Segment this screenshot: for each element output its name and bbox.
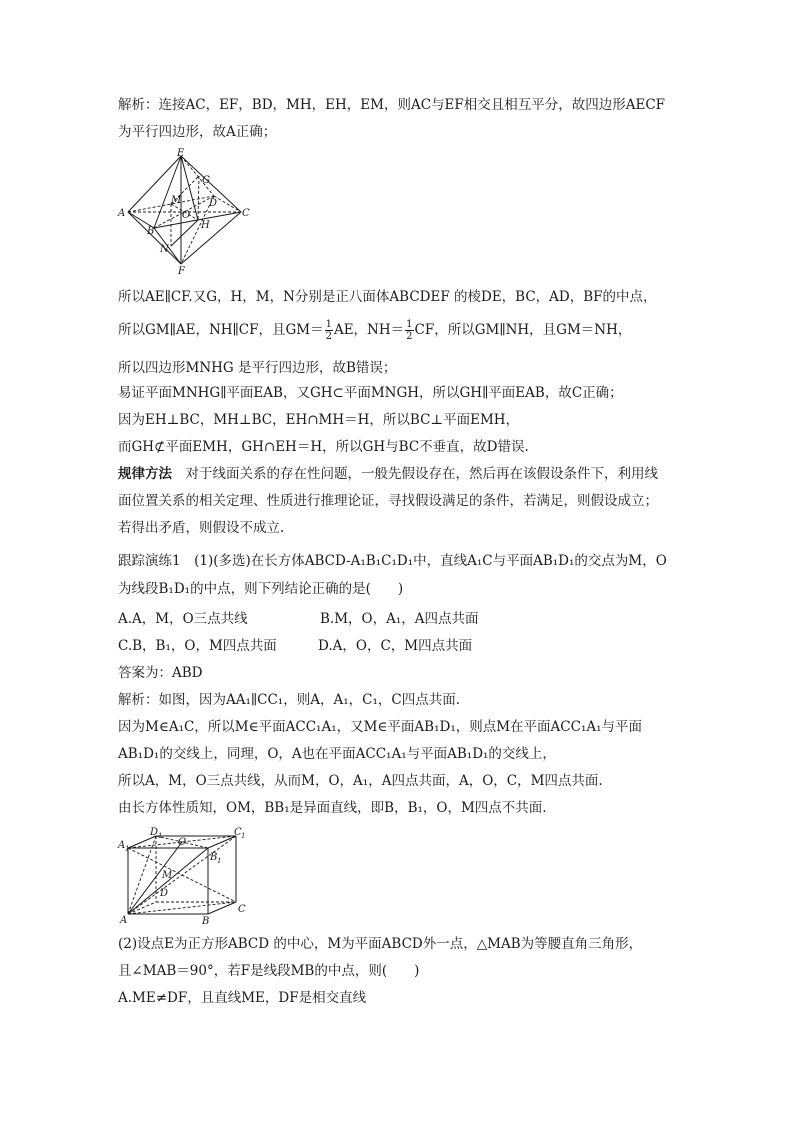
answer-line: 答案为：ABD [118,665,203,681]
subscript: 1 [241,832,246,840]
text-line: 所以四边形MNHG 是平行四边形，故B错误； [118,360,397,376]
question-line: 且∠MAB＝90°，若F是线段MB的中点，则( ) [118,963,420,979]
text-line: 所以GM∥AE，NH∥CF，且GM＝ $\frac{1}{2}$ AE，NH＝ $\frac{1}{2}$ CF，所以GM∥NH，且GM＝NH， [118,319,632,342]
vertex-label: D [150,827,159,838]
text-line: AB₁D₁的交线上，同理，O，A也在平面ACC₁A₁与平面AB₁D₁的交线上， [118,746,556,762]
vertex-label: D [160,888,169,899]
option-a: A.ME≠DF，且直线ME，DF是相交直线 [118,990,367,1006]
option-b: B.M，O，A₁，A四点共面 [320,611,479,627]
subscript: 1 [158,832,163,840]
vertex-label: B [210,852,218,863]
vertex-label: A [118,208,126,219]
method-line: 规律方法 对于线面关系的存在性问题，一般先假设存在，然后再在该假设条件下，利用线 [118,466,658,482]
text-line: 易证平面MNHG∥平面EAB，又GH⊂平面MNGH，所以GH∥平面EAB，故C正确； [118,385,623,401]
vertex-label: G [202,175,210,186]
text-line: 解析：如图，因为AA₁∥CC₁，则A，A₁，C₁，C四点共面. [118,692,460,708]
cuboid-figure [116,826,256,926]
option-a: A.A，M，O三点共线 [118,611,248,627]
vertex-label: D [209,198,218,209]
question-line: 跟踪演练1 (1)(多选)在长方体ABCD-A₁B₁C₁D₁中，直线A₁C与平面AB₁D₁的交点为M，O [118,553,667,569]
text-line: 而GH⊄平面EMH，GH∩EH＝H，所以GH与BC不垂直，故D错误. [118,439,529,455]
vertex-label: B [202,916,210,926]
text-line: 所以A，M，O三点共线，从而M，O，A₁，A四点共面，A，O，C，M四点共面. [118,773,603,789]
octahedron-figure [116,146,256,276]
vertex-label: C [242,208,250,219]
vertex-label: C [238,904,246,915]
fraction: $\frac{1}{2}$ [406,319,413,342]
subscript: 1 [125,845,130,853]
vertex-label: H [201,220,210,231]
subscript: 1 [217,857,222,865]
text-line: 因为EH⊥BC，MH⊥BC，EH∩MH＝H，所以BC⊥平面EMH， [118,412,520,428]
vertex-label: C [234,827,242,838]
option-c: C.B，B₁，O，M四点共面 [118,638,277,654]
text-line: 为平行四边形，故A正确； [118,124,277,140]
vertex-label: F [178,266,185,276]
text-line: 若得出矛盾，则假设不成立. [118,520,285,536]
vertex-label: M [162,870,173,881]
text-line: 所以AE∥CF.又G，H，M，N分别是正八面体ABCDEF 的棱DE，BC，AD，BF的中点， [118,289,657,305]
option-d: D.A，O，C，M四点共面 [318,638,473,654]
vertex-label: N [160,244,169,255]
vertex-label: M [171,195,182,206]
text-line: 面位置关系的相关定理、性质进行推理论证，寻找假设满足的条件，若满足，则假设成立； [118,493,658,509]
method-heading: 规律方法 [118,466,172,482]
vertex-label: O [178,837,187,848]
text-line: 由长方体性质知，OM，BB₁是异面直线，即B，B₁，O，M四点不共面. [118,800,547,816]
question-line: 为线段B₁D₁的中点，则下列结论正确的是( ) [118,581,404,597]
vertex-label: A [118,840,126,851]
vertex-label: B [147,226,155,237]
question-line: (2)设点E为正方形ABCD 的中心，M为平面ABCD外一点，△MAB为等腰直角三角形， [118,936,643,952]
vertex-label: E [177,148,185,159]
text-line: 因为M∈A₁C，所以M∈平面ACC₁A₁，又M∈平面AB₁D₁，则点M在平面ACC₁A₁与平面 [118,719,643,735]
text-line: 解析：连接AC，EF，BD，MH，EH，EM，则AC与EF相交且相互平分，故四边形AECF [118,97,666,113]
vertex-label: A [120,915,128,926]
vertex-label: O [182,210,191,221]
fraction: $\frac{1}{2}$ [325,319,332,342]
